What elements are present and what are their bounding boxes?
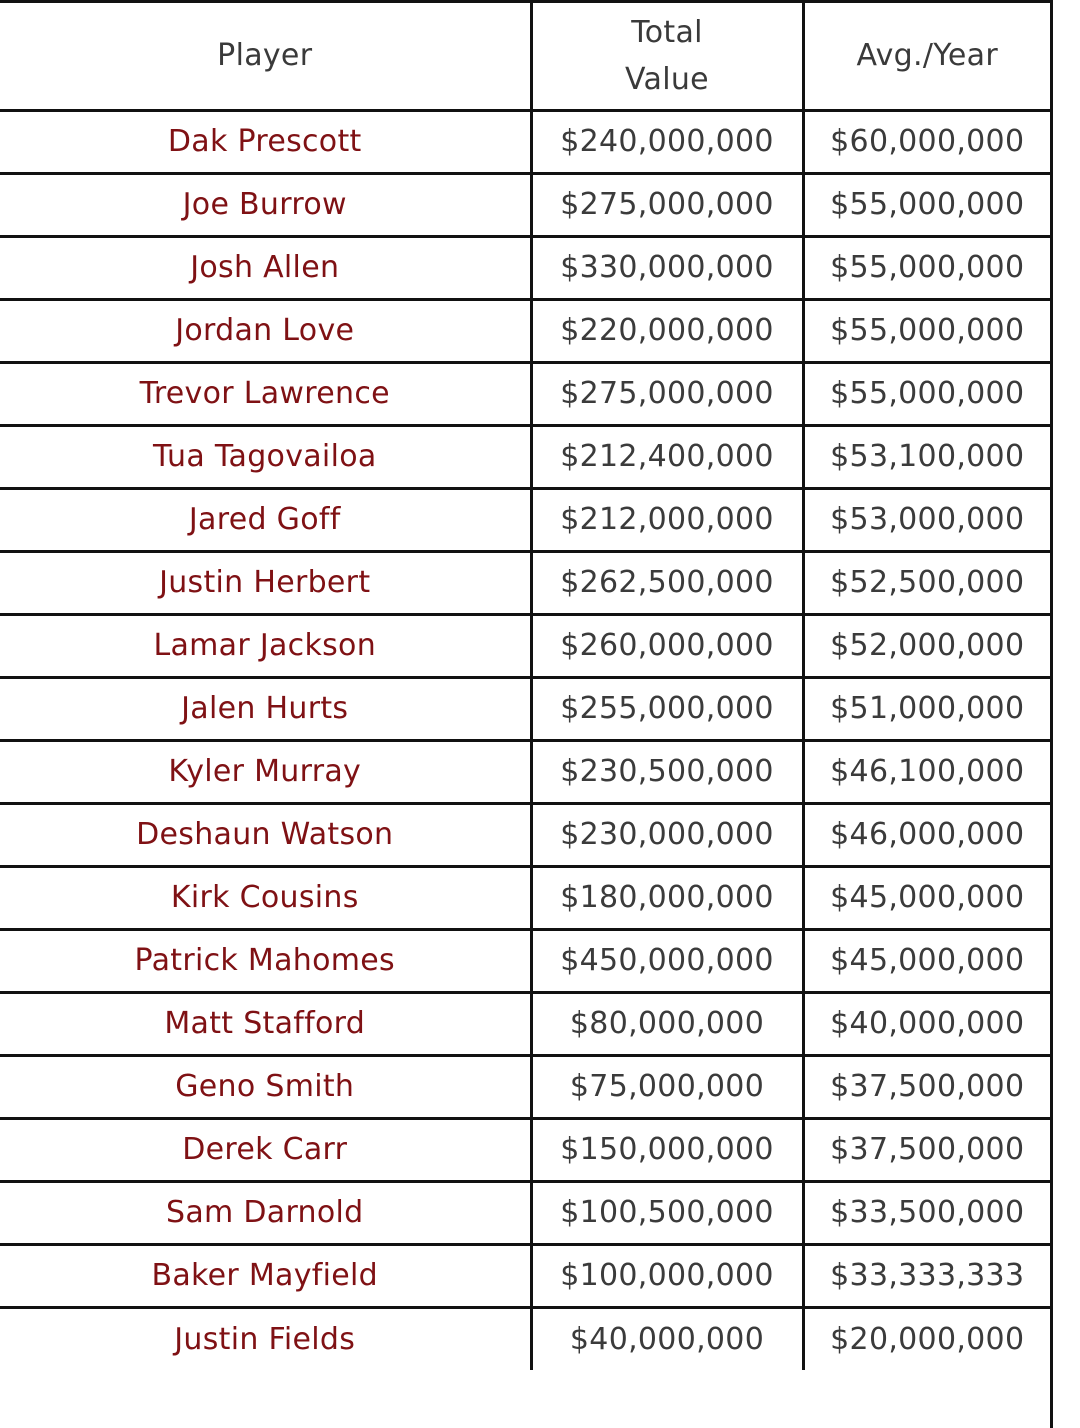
avg-year-cell: $55,000,000 (803, 299, 1050, 362)
table-row (0, 929, 1050, 992)
player-name-cell[interactable]: Baker Mayfield (0, 1244, 531, 1307)
table-row (0, 1181, 1050, 1244)
player-name-cell[interactable]: Derek Carr (0, 1118, 531, 1181)
table-body (0, 110, 1050, 1370)
table-row (0, 740, 1050, 803)
table-row (0, 551, 1050, 614)
total-value-cell: $255,000,000 (531, 677, 803, 740)
total-value-cell: $80,000,000 (531, 992, 803, 1055)
avg-year-cell: $40,000,000 (803, 992, 1050, 1055)
total-value-cell: $220,000,000 (531, 299, 803, 362)
total-value-cell: $100,500,000 (531, 1181, 803, 1244)
player-name-cell[interactable]: Patrick Mahomes (0, 929, 531, 992)
player-name-cell[interactable]: Deshaun Watson (0, 803, 531, 866)
player-name-cell[interactable]: Jared Goff (0, 488, 531, 551)
header-total-value (531, 3, 803, 110)
header-total-line1: Total (631, 14, 703, 50)
table-row (0, 614, 1050, 677)
avg-year-cell: $60,000,000 (803, 110, 1050, 173)
avg-year-cell: $45,000,000 (803, 929, 1050, 992)
header-total-line2: Value (625, 61, 709, 97)
player-name-cell[interactable]: Josh Allen (0, 236, 531, 299)
total-value-cell: $212,000,000 (531, 488, 803, 551)
total-value-cell: $40,000,000 (531, 1307, 803, 1370)
avg-year-cell: $20,000,000 (803, 1307, 1050, 1370)
table-header (0, 3, 1050, 110)
table-row (0, 1307, 1050, 1370)
table-row (0, 299, 1050, 362)
avg-year-cell: $37,500,000 (803, 1118, 1050, 1181)
total-value-cell: $100,000,000 (531, 1244, 803, 1307)
avg-year-cell: $51,000,000 (803, 677, 1050, 740)
total-value-cell: $260,000,000 (531, 614, 803, 677)
table-row (0, 488, 1050, 551)
total-value-cell: $330,000,000 (531, 236, 803, 299)
total-value-cell: $275,000,000 (531, 173, 803, 236)
avg-year-cell: $45,000,000 (803, 866, 1050, 929)
avg-year-cell: $33,500,000 (803, 1181, 1050, 1244)
player-name-cell[interactable]: Trevor Lawrence (0, 362, 531, 425)
avg-year-cell: $55,000,000 (803, 236, 1050, 299)
avg-year-cell: $33,333,333 (803, 1244, 1050, 1307)
avg-year-cell: $46,000,000 (803, 803, 1050, 866)
avg-year-cell: $37,500,000 (803, 1055, 1050, 1118)
total-value-cell: $180,000,000 (531, 866, 803, 929)
player-name-cell[interactable]: Tua Tagovailoa (0, 425, 531, 488)
player-name-cell[interactable]: Geno Smith (0, 1055, 531, 1118)
player-name-cell[interactable]: Justin Herbert (0, 551, 531, 614)
player-name-cell[interactable]: Kyler Murray (0, 740, 531, 803)
player-name-cell[interactable]: Jordan Love (0, 299, 531, 362)
qb-contracts-table (0, 3, 1050, 1370)
total-value-cell: $212,400,000 (531, 425, 803, 488)
avg-year-cell: $53,000,000 (803, 488, 1050, 551)
player-name-cell[interactable]: Jalen Hurts (0, 677, 531, 740)
total-value-cell: $450,000,000 (531, 929, 803, 992)
header-avg-year: Avg./Year (803, 3, 1050, 110)
player-name-cell[interactable]: Matt Stafford (0, 992, 531, 1055)
player-name-cell[interactable]: Lamar Jackson (0, 614, 531, 677)
table-row (0, 173, 1050, 236)
player-name-cell[interactable]: Joe Burrow (0, 173, 531, 236)
avg-year-cell: $55,000,000 (803, 362, 1050, 425)
total-value-cell: $230,500,000 (531, 740, 803, 803)
header-player: Player (0, 3, 531, 110)
table-row (0, 677, 1050, 740)
avg-year-cell: $55,000,000 (803, 173, 1050, 236)
player-name-cell[interactable]: Dak Prescott (0, 110, 531, 173)
table-row (0, 992, 1050, 1055)
total-value-cell: $75,000,000 (531, 1055, 803, 1118)
player-name-cell[interactable]: Sam Darnold (0, 1181, 531, 1244)
table-row (0, 425, 1050, 488)
total-value-cell: $150,000,000 (531, 1118, 803, 1181)
table-row (0, 866, 1050, 929)
table-row (0, 803, 1050, 866)
avg-year-cell: $52,000,000 (803, 614, 1050, 677)
avg-year-cell: $53,100,000 (803, 425, 1050, 488)
header-row (0, 3, 1050, 110)
total-value-cell: $230,000,000 (531, 803, 803, 866)
total-value-cell: $262,500,000 (531, 551, 803, 614)
table-row (0, 362, 1050, 425)
total-value-cell: $275,000,000 (531, 362, 803, 425)
table-row (0, 1118, 1050, 1181)
player-name-cell[interactable]: Justin Fields (174, 1321, 356, 1357)
table-row (0, 1244, 1050, 1307)
avg-year-cell: $46,100,000 (803, 740, 1050, 803)
total-value-cell: $240,000,000 (531, 110, 803, 173)
avg-year-cell: $52,500,000 (803, 551, 1050, 614)
player-name-cell[interactable]: Kirk Cousins (0, 866, 531, 929)
table-row (0, 1055, 1050, 1118)
table-row (0, 110, 1050, 173)
table-row (0, 236, 1050, 299)
